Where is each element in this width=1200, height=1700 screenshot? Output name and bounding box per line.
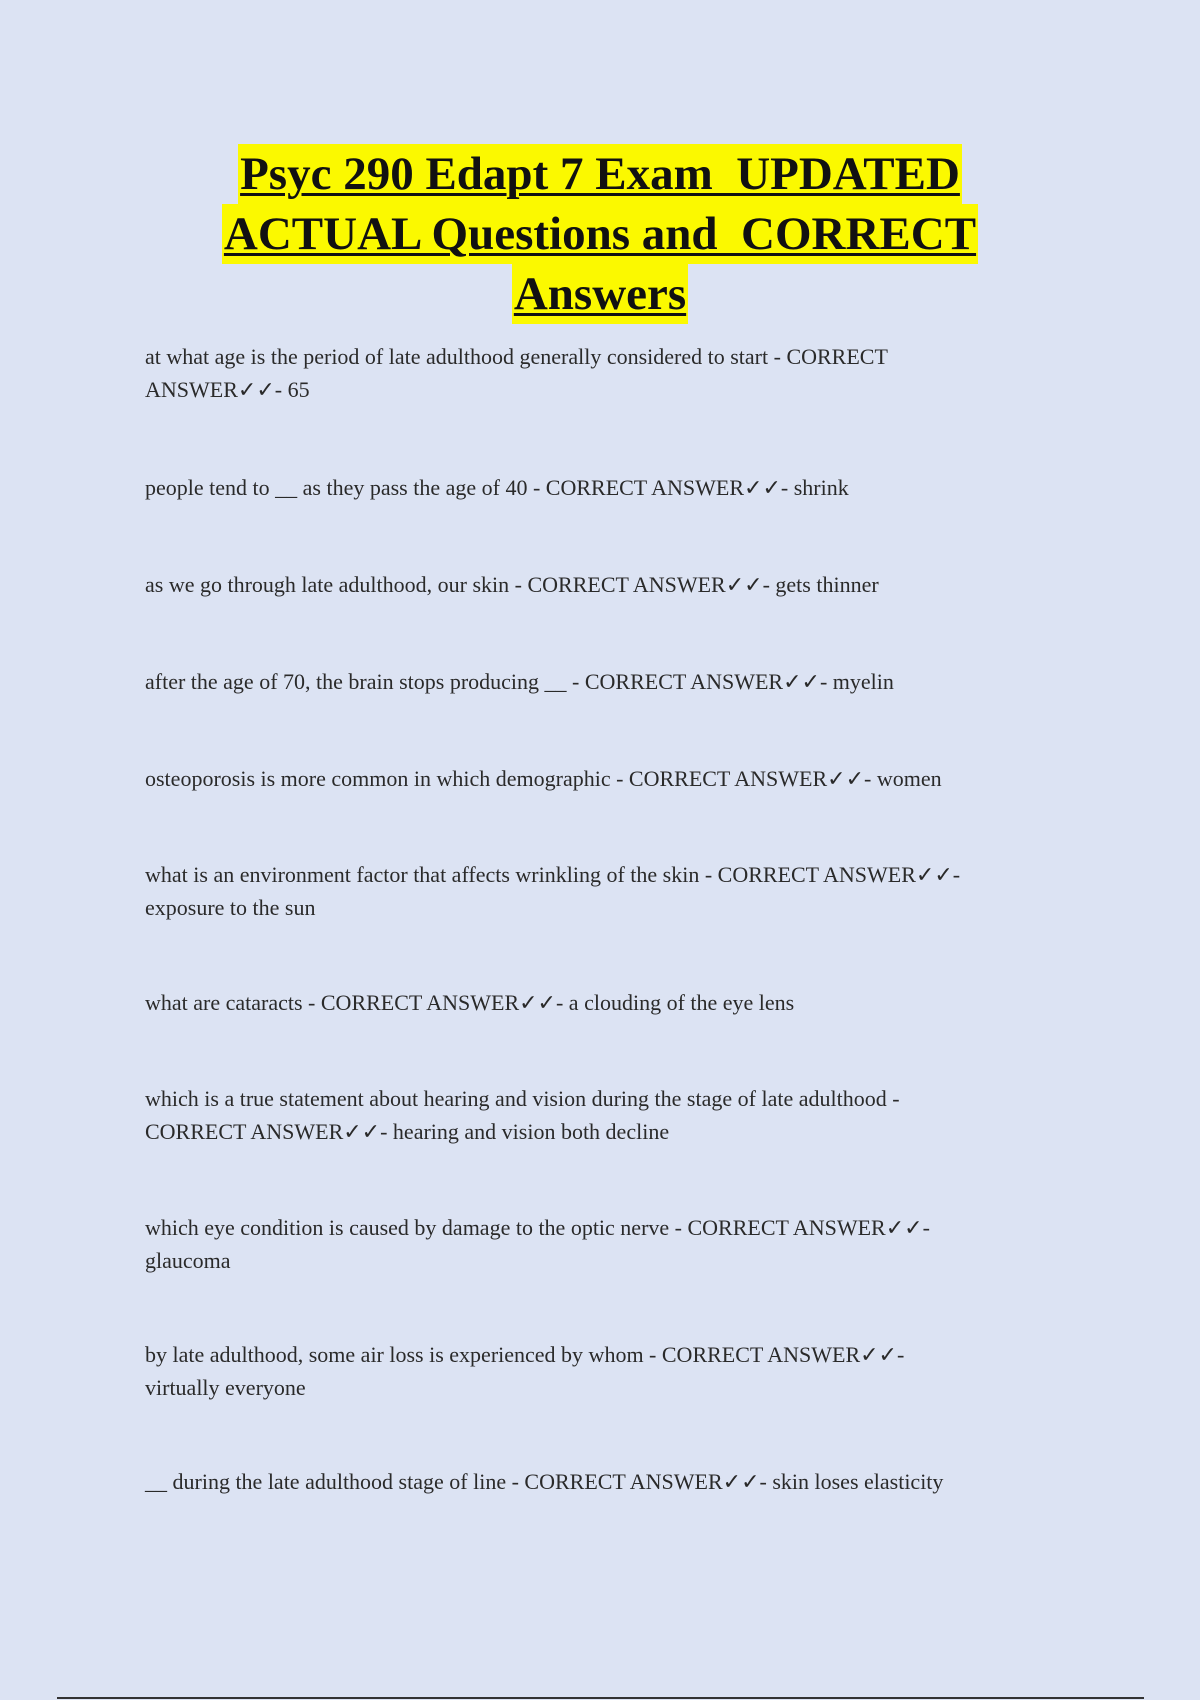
qa-item-text: which eye condition is caused by damage to the optic nerve - CORRECT ANSWER✓✓- xyxy=(145,1215,930,1240)
qa-item-text: exposure to the sun xyxy=(145,895,316,920)
qa-item-text: at what age is the period of late adulthood generally considered to start - CORRECT xyxy=(145,344,888,369)
title-line-3: Answers xyxy=(512,264,688,324)
qa-item-text: what is an environment factor that affects wrinkling of the skin - CORRECT ANSWER✓✓- xyxy=(145,862,961,887)
qa-item-11 xyxy=(145,1465,1045,1498)
qa-item-10 xyxy=(145,1338,1045,1404)
qa-item-text: by late adulthood, some air loss is experienced by whom - CORRECT ANSWER✓✓- xyxy=(145,1342,905,1367)
qa-item-text: what are cataracts - CORRECT ANSWER✓✓- a clouding of the eye lens xyxy=(145,990,795,1015)
qa-item-3 xyxy=(145,568,1045,601)
qa-item-text: glaucoma xyxy=(145,1248,231,1273)
qa-item-text: CORRECT ANSWER✓✓- hearing and vision both decline xyxy=(145,1119,670,1144)
qa-item-text: after the age of 70, the brain stops producing __ - CORRECT ANSWER✓✓- myelin xyxy=(145,669,894,694)
qa-item-9 xyxy=(145,1211,1045,1277)
qa-item-text: which is a true statement about hearing and vision during the stage of late adulthood - xyxy=(145,1086,900,1111)
page-bottom-rule xyxy=(57,1697,1144,1699)
qa-item-text: as we go through late adulthood, our skin - CORRECT ANSWER✓✓- gets thinner xyxy=(145,572,879,597)
title-line-2: ACTUAL Questions and CORRECT xyxy=(222,204,978,264)
qa-item-text: ANSWER✓✓- 65 xyxy=(145,377,310,402)
qa-item-7 xyxy=(145,986,1045,1019)
qa-item-1 xyxy=(145,340,1045,406)
qa-item-text: people tend to __ as they pass the age of 40 - CORRECT ANSWER✓✓- shrink xyxy=(145,475,849,500)
title-line-1: Psyc 290 Edapt 7 Exam UPDATED xyxy=(238,144,962,204)
qa-item-text: __ during the late adulthood stage of line - CORRECT ANSWER✓✓- skin loses elasticity xyxy=(145,1469,944,1494)
qa-item-text: osteoporosis is more common in which demographic - CORRECT ANSWER✓✓- women xyxy=(145,766,942,791)
document-title xyxy=(0,144,1200,324)
qa-item-4 xyxy=(145,665,1045,698)
qa-item-8 xyxy=(145,1082,1045,1148)
qa-item-5 xyxy=(145,762,1045,795)
qa-item-text: virtually everyone xyxy=(145,1375,306,1400)
qa-item-6 xyxy=(145,858,1045,924)
qa-item-2 xyxy=(145,471,1045,504)
